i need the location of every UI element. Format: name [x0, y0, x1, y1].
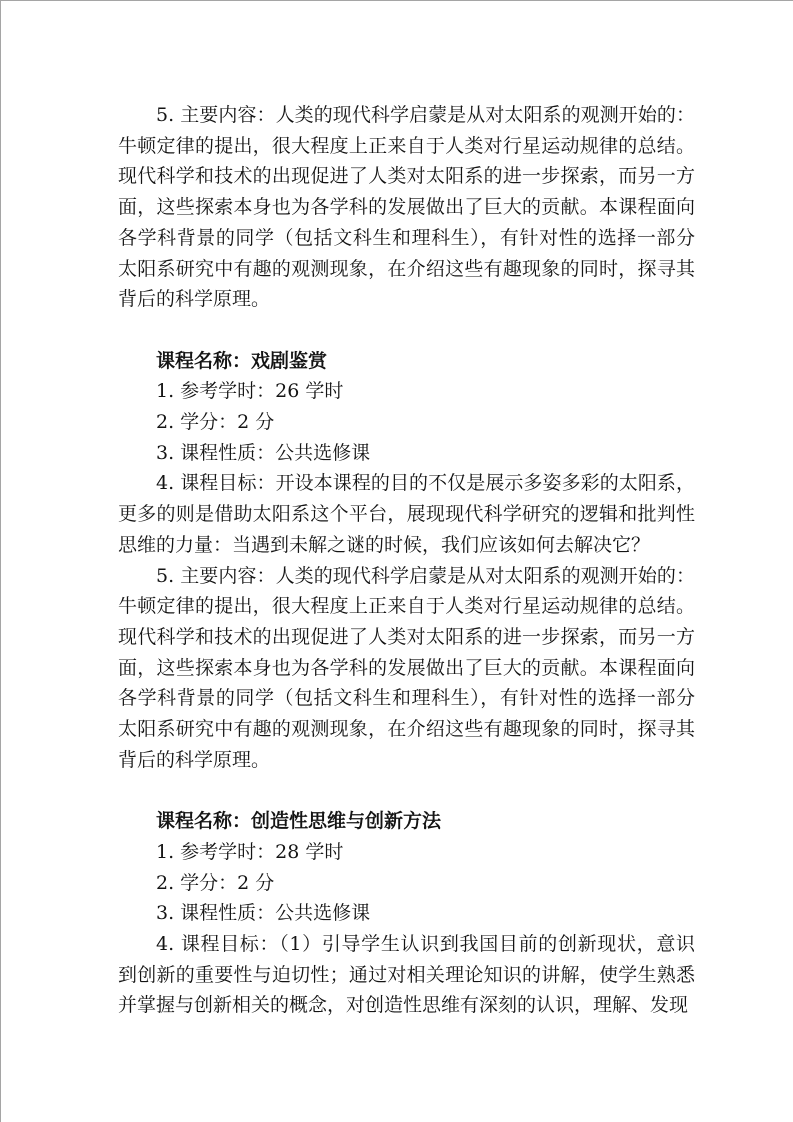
course-2-item-course-type: 3. 课程性质：公共选修课 — [156, 902, 371, 925]
course-1-title: 课程名称：戏剧鉴赏 — [156, 349, 328, 372]
document-text-block — [118, 100, 695, 1021]
course-1-item-credits: 2. 学分：2 分 — [156, 411, 275, 434]
course-2-item-credits: 2. 学分：2 分 — [156, 871, 275, 894]
course-2-paragraph-objectives: 4. 课程目标：（1）引导学生认识到我国目前的创新现状，意识到创新的重要性与迫切性；通过对相关理论知识的讲解，使学生熟悉并掌握与创新相关的概念，对创造性思维有深刻的认识，理解、发现 — [118, 932, 695, 1017]
course-1-item-hours: 1. 参考学时：26 学时 — [156, 380, 344, 403]
course-2-title: 课程名称：创造性思维与创新方法 — [156, 810, 442, 833]
intro-paragraph-main-content: 5. 主要内容：人类的现代科学启蒙是从对太阳系的观测开始的：牛顿定律的提出，很大程度上正来自于人类对行星运动规律的总结。现代科学和技术的出现促进了人类对太阳系的进一步探索，而另一方面，这些探索本身也为各学科的发展做出了巨大的贡献。本课程面向各学科背景的同学（包括文科生和理科生），有针对性的选择一部分太阳系研究中有趣的观测现象，在介绍这些有趣现象的同时，探寻其背后的科学原理。 — [118, 104, 695, 311]
course-1-item-course-type: 3. 课程性质：公共选修课 — [156, 441, 371, 464]
course-1-paragraph-objectives: 4. 课程目标：开设本课程的目的不仅是展示多姿多彩的太阳系，更多的则是借助太阳系这个平台，展现现代科学研究的逻辑和批判性思维的力量：当遇到未解之谜的时候，我们应该如何去解决它？ — [118, 472, 695, 556]
course-1-paragraph-main-content: 5. 主要内容：人类的现代科学启蒙是从对太阳系的观测开始的：牛顿定律的提出，很大程度上正来自于人类对行星运动规律的总结。现代科学和技术的出现促进了人类对太阳系的进一步探索，而另一方面，这些探索本身也为各学科的发展做出了巨大的贡献。本课程面向各学科背景的同学（包括文科生和理科生），有针对性的选择一部分太阳系研究中有趣的观测现象，在介绍这些有趣现象的同时，探寻其背后的科学原理。 — [118, 564, 695, 771]
course-2-item-hours: 1. 参考学时：28 学时 — [156, 840, 344, 863]
